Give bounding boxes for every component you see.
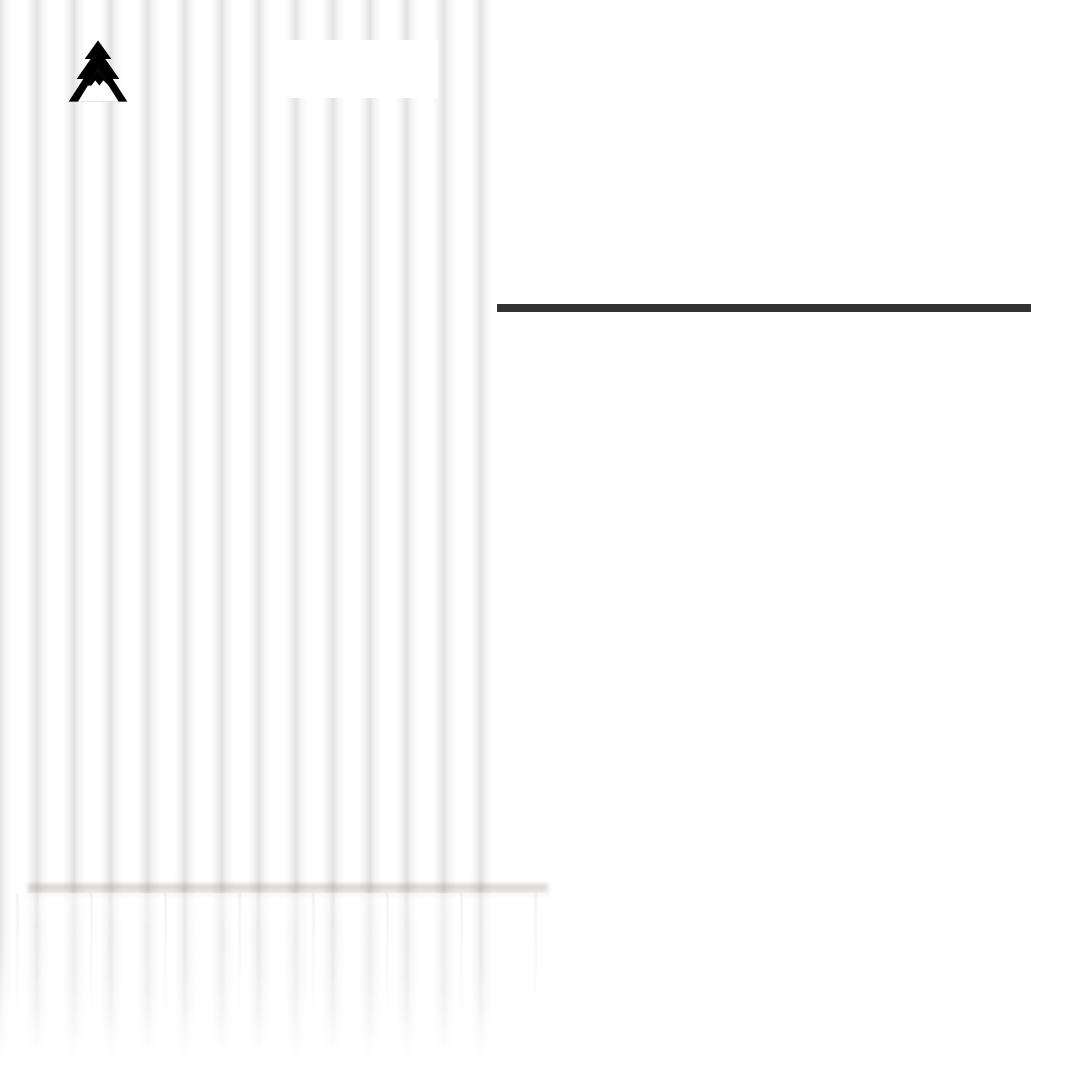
- carbon-negative-badge-box: [272, 40, 434, 94]
- cotopaxi-mountain-icon: [58, 36, 138, 111]
- carbon-negative-arrow: [272, 40, 434, 94]
- cotopaxi-logo: [58, 36, 142, 111]
- panel-reflection: [16, 893, 546, 1043]
- product-panel-image: [18, 582, 578, 922]
- carbon-negative-badge: [272, 40, 438, 98]
- title-divider: [497, 304, 1031, 312]
